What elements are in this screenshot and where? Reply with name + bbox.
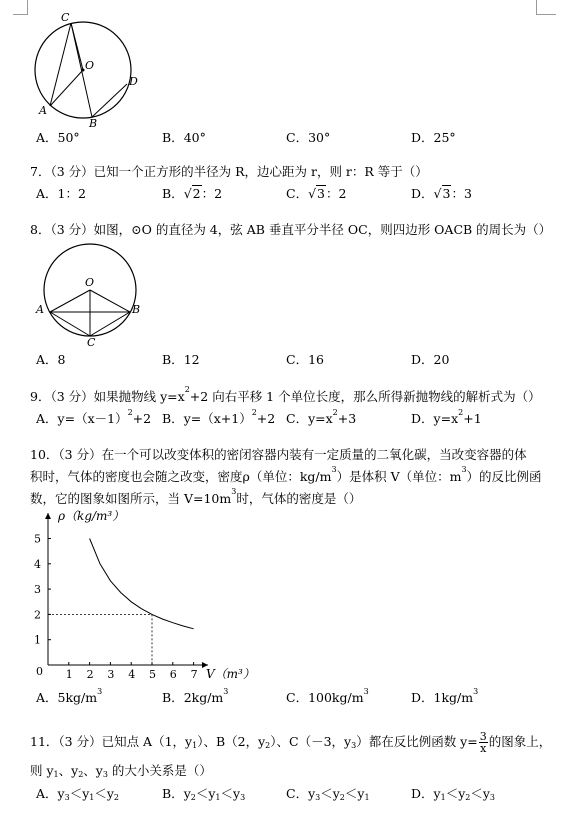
q11-option-c[interactable]: C．$y_3<y_2<y_1$ <box>286 786 370 802</box>
x-tick-label: 7 <box>190 668 198 681</box>
q10-stem-line3: 数，它的图象如图所示，当 $V=10m^3$时，气体的密度是（） <box>30 487 362 506</box>
q7-option-d[interactable]: D．√3：3 <box>411 186 472 201</box>
x-axis-label: V（m³） <box>206 667 255 681</box>
x-tick-label: 6 <box>169 668 177 681</box>
inverse-proportion-curve <box>90 539 194 629</box>
q7-options <box>36 184 556 204</box>
density-volume-chart <box>28 505 268 685</box>
q9-option-c[interactable]: C．$y=x^2+3$ <box>286 408 357 426</box>
label-A: A <box>36 303 44 316</box>
q9-options <box>36 409 556 429</box>
y-tick-label: 5 <box>34 532 41 546</box>
q6-option-d[interactable]: D．25° <box>411 130 456 145</box>
corner-mark-right-h <box>536 14 556 15</box>
q8-stem: 8．（3 分）如图，⊙O 的直径为 4，弦 AB 垂直平分半径 OC，则四边形 OACB 的周长为（） <box>30 222 552 237</box>
q11-stem-line2: 则 $y_1$、$y_2$、$y_3$ 的大小关系是（） <box>30 763 212 779</box>
q11-option-d[interactable]: D．$y_1<y_2<y_3$ <box>411 786 495 802</box>
label-B: B <box>132 303 141 316</box>
origin-label: 0 <box>36 665 43 678</box>
label-C: C <box>61 11 70 24</box>
x-tick-label: 4 <box>128 668 136 681</box>
q10-option-b[interactable]: B．$2kg/m^3$ <box>162 687 229 705</box>
label-A: A <box>39 104 47 117</box>
sqrt-sign: √ <box>308 186 317 201</box>
q11-stem-line1: 11．（3 分）已知点 A（1，$y_1$）、B（2，$y_2$）、C（－3，$y_3$）都在反比例函数 y= $\frac{3}{x}$ 的图象上， <box>30 730 552 755</box>
q9-stem: 9．（3 分）如果抛物线 $y=x^2+2$ 向右平移 1 个单位长度，那么所得新抛物线的解析式为（） <box>30 385 541 404</box>
x-tick-label: 5 <box>149 668 156 681</box>
q9-option-a[interactable]: A．$y=(x-1)^2+2$ <box>36 408 152 426</box>
y-axis-arrow <box>45 513 51 519</box>
q8-options <box>36 350 556 370</box>
label-B: B <box>89 117 98 130</box>
x-tick-label: 1 <box>65 668 73 681</box>
q6-options <box>36 128 556 148</box>
y-tick-label: 2 <box>34 608 41 622</box>
q10-options <box>36 688 556 708</box>
q9-option-d[interactable]: D．$y=x^2+1$ <box>411 408 482 426</box>
corner-mark-right <box>536 0 537 14</box>
q7-stem: 7．（3 分）已知一个正方形的半径为 R，边心距为 r，则 r：R 等于（） <box>30 164 428 179</box>
q8-option-b[interactable]: B．12 <box>162 352 200 367</box>
x-tick-label: 3 <box>107 668 115 681</box>
corner-mark-left <box>27 0 28 14</box>
q6-option-c[interactable]: C．30° <box>286 130 331 145</box>
q8-option-a[interactable]: A．8 <box>36 352 66 367</box>
q11-option-a[interactable]: A．$y_3<y_1<y_2$ <box>36 786 119 802</box>
sqrt-sign: √ <box>433 186 442 201</box>
y-tick-label: 1 <box>34 633 41 647</box>
q10-option-a[interactable]: A．$5kg/m^3$ <box>36 687 103 705</box>
label-C: C <box>87 336 96 347</box>
q10-stem-line2: 积时，气体的密度也会随之改变，密度ρ（单位：$kg/m^3$）是体积 V（单位：$m^3$）的反比例函 <box>30 465 542 484</box>
q11-option-b[interactable]: B．$y_2<y_1<y_3$ <box>162 786 246 802</box>
q9-option-b[interactable]: B．$y=(x+1)^2+2$ <box>162 408 276 426</box>
q7-option-c[interactable]: C．√3：2 <box>286 186 347 201</box>
y-tick-label: 3 <box>34 583 41 597</box>
q7-option-a[interactable]: A．1：2 <box>36 186 86 201</box>
q6-option-a[interactable]: A．50° <box>36 130 80 145</box>
label-O: O <box>85 59 95 72</box>
y-axis-label: ρ（kg/m³） <box>58 509 125 523</box>
x-tick-label: 2 <box>86 668 94 681</box>
sqrt-sign: √ <box>183 186 192 201</box>
circle-figure-q6 <box>30 10 145 132</box>
q11-options <box>36 784 556 804</box>
q10-option-c[interactable]: C．$100kg/m^3$ <box>286 687 369 705</box>
fraction-3-over-x: $\frac{3}{x}$ <box>479 730 487 755</box>
circle-figure-q8 <box>30 242 145 347</box>
label-O: O <box>85 276 95 289</box>
q10-option-d[interactable]: D．$1kg/m^3$ <box>411 687 479 705</box>
q8-option-c[interactable]: C．16 <box>286 352 324 367</box>
label-D: D <box>129 75 138 88</box>
q10-stem-line1: 10．（3 分）在一个可以改变体积的密闭容器内装有一定质量的二氧化碳，当改变容器的体 <box>30 447 527 462</box>
q6-option-b[interactable]: B．40° <box>162 130 206 145</box>
corner-mark-left-h <box>13 14 28 15</box>
q7-option-b[interactable]: B．√2：2 <box>162 186 223 201</box>
y-tick-label: 4 <box>34 557 41 571</box>
q8-option-d[interactable]: D．20 <box>411 352 450 367</box>
